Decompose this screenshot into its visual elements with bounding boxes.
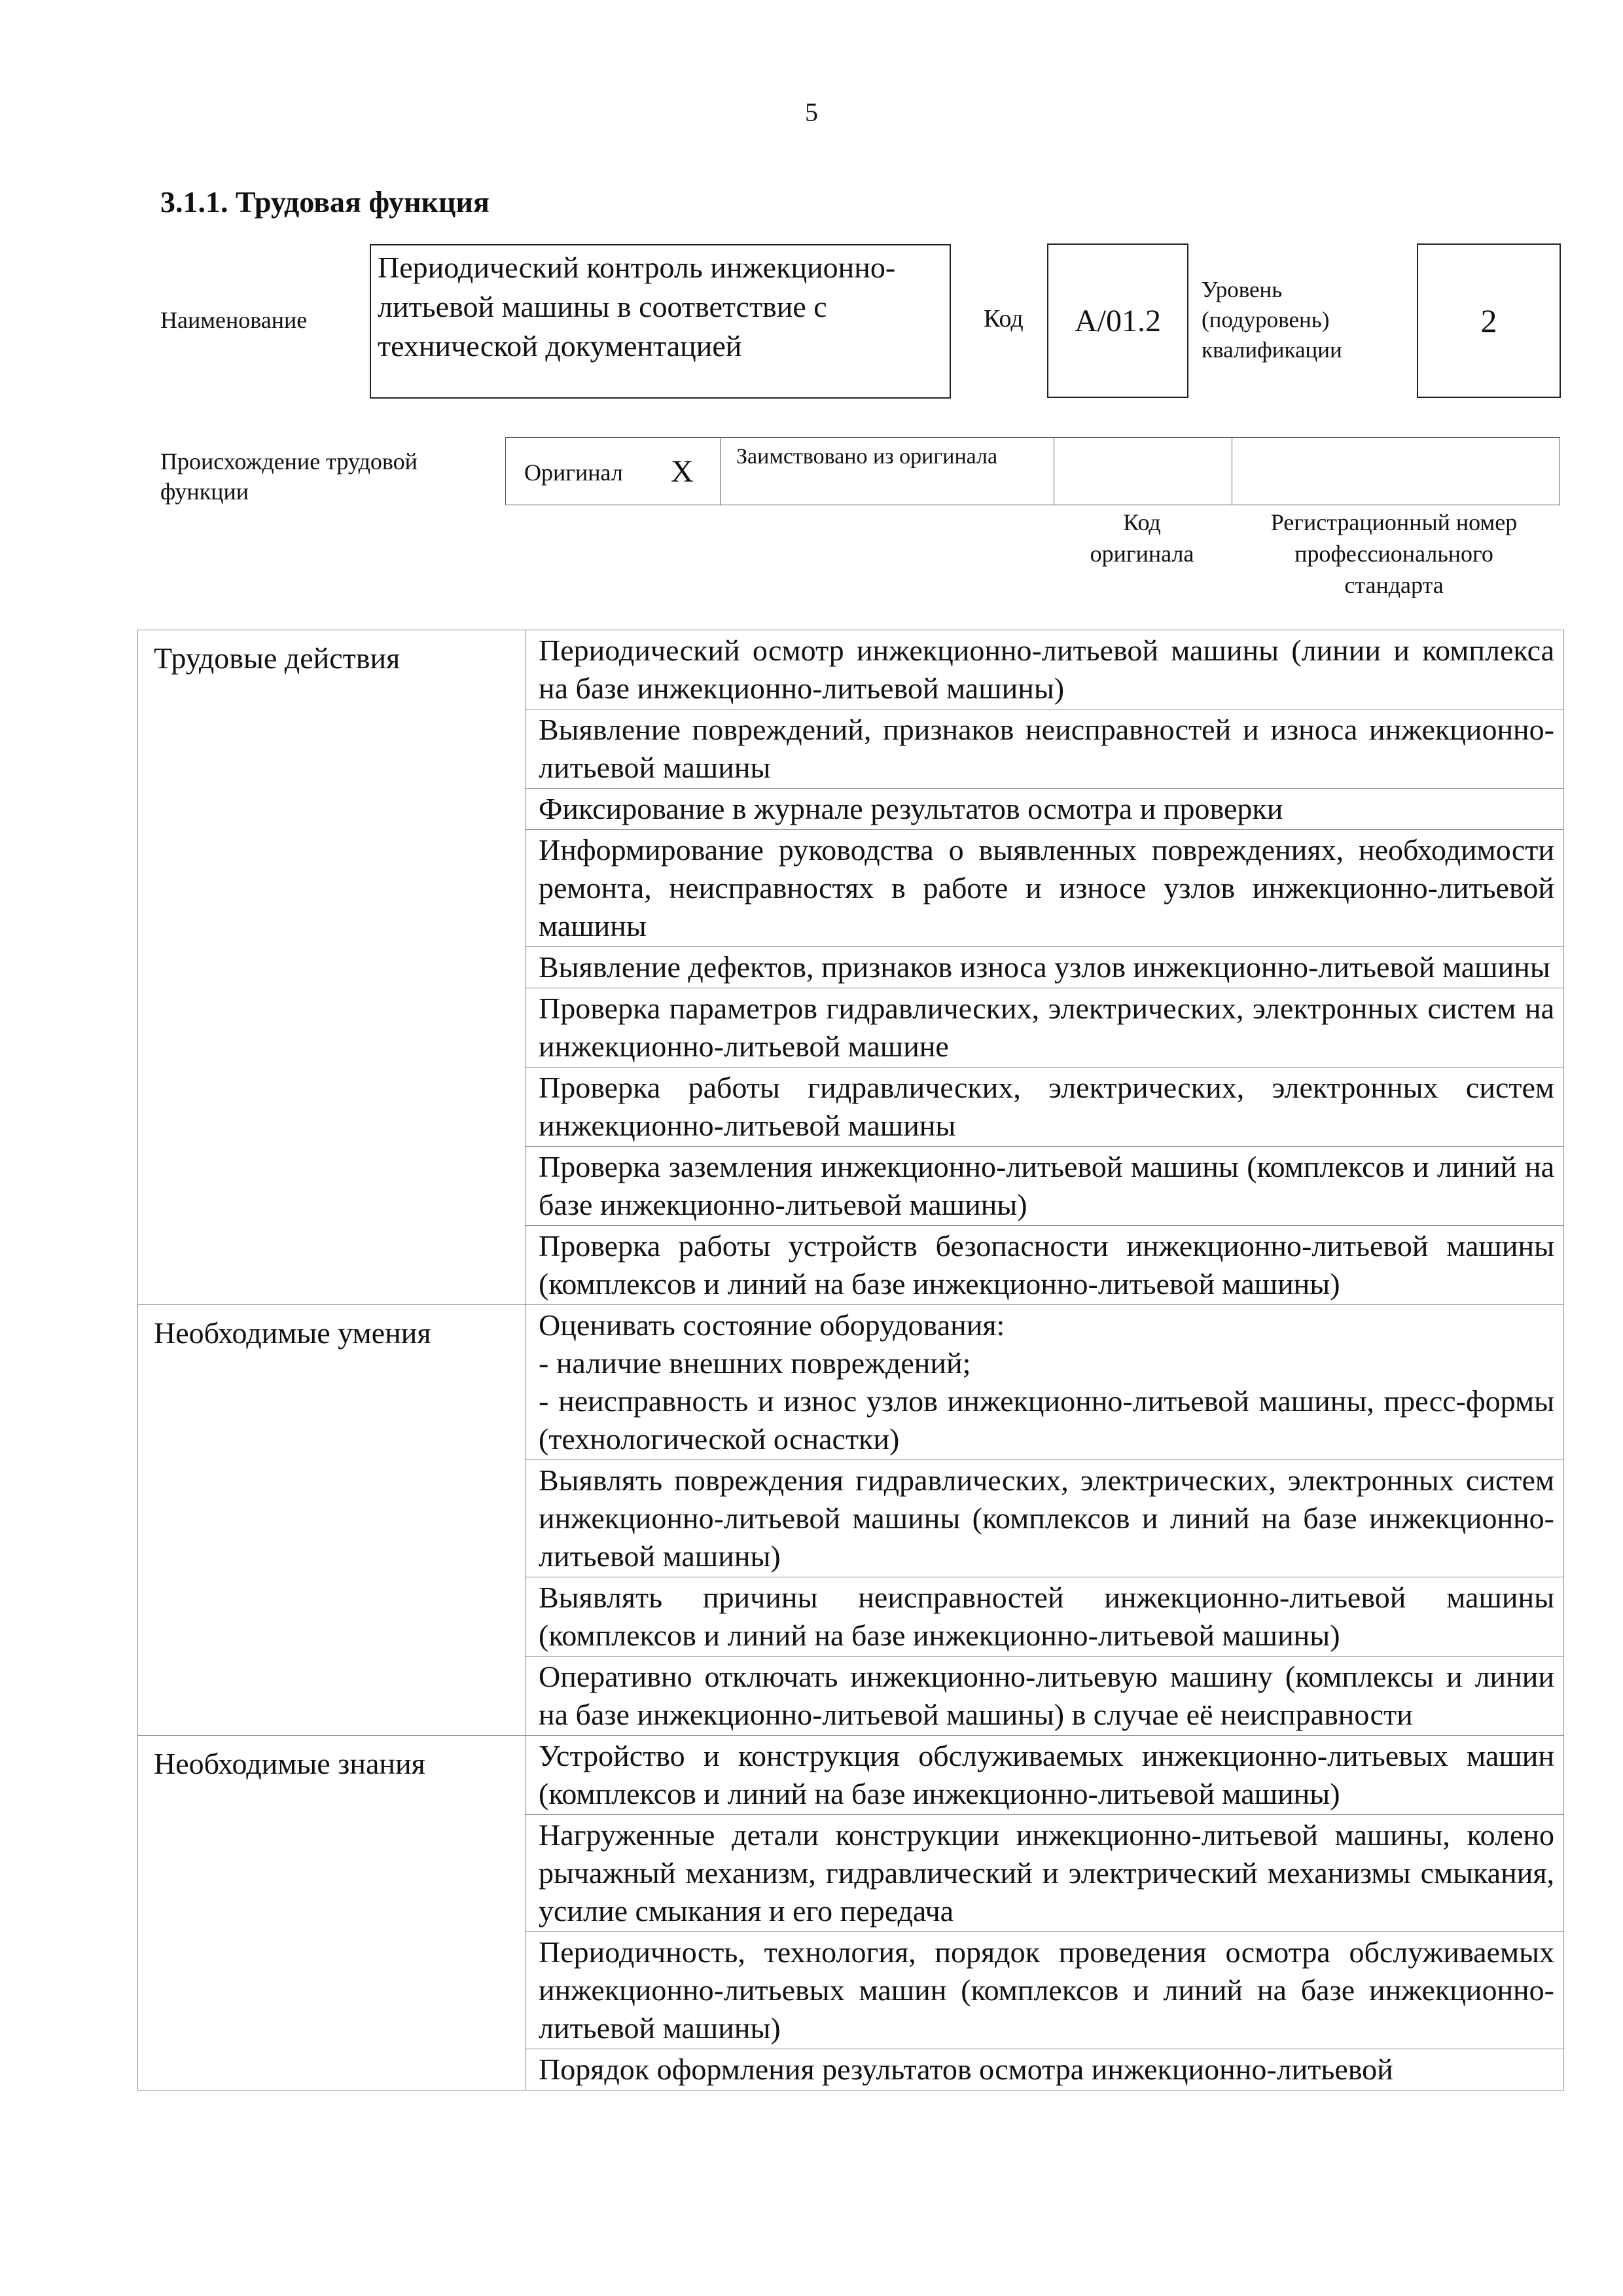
level-box: 2: [1417, 243, 1561, 398]
section-title: 3.1.1. Трудовая функция: [160, 185, 490, 219]
table-row: [138, 1305, 1564, 1460]
table-cell: Выявлять причины неисправностей инжекционно-литьевой машины (комплексов и линий на базе инжекционно-литьевой машины): [526, 1577, 1564, 1657]
borrowed-label: Заимствовано из оригинала: [736, 444, 998, 469]
caption-line: профессионального: [1294, 541, 1493, 567]
code-label: Код: [984, 305, 1024, 332]
category-cell: Необходимые умения: [138, 1305, 526, 1736]
table-cell: Устройство и конструкция обслуживаемых инжекционно-литьевых машин (комплексов и линий на базе инжекционно-литьевой машины): [526, 1736, 1564, 1815]
level-label: [1202, 275, 1418, 365]
category-cell: Трудовые действия: [138, 630, 526, 1305]
original-mark: Х: [671, 454, 694, 489]
original-label: Оригинал: [524, 459, 623, 486]
origin-table: [505, 437, 1560, 505]
reg-number-caption: [1230, 507, 1558, 601]
origin-label: Происхождение трудовой функции: [160, 448, 418, 505]
table-cell: Выявлять повреждения гидравлических, электрических, электронных систем инжекционно-литьевой машины (комплексов и линий на базе инжекционно-литьевой машины): [526, 1460, 1564, 1577]
table-cell: Оперативно отключать инжекционно-литьевую машину (комплексы и линии на базе инжекционно-литьевой машины) в случае её неисправности: [526, 1657, 1564, 1736]
level-label-line: (подуровень): [1202, 307, 1330, 332]
caption-line: Регистрационный номер: [1270, 509, 1518, 535]
caption-line: стандарта: [1344, 572, 1444, 598]
table-cell: Выявление повреждений, признаков неисправностей и износа инжекционно-литьевой машины: [526, 709, 1564, 789]
labor-function-table: [137, 630, 1564, 2090]
code-box: А/01.2: [1047, 243, 1188, 398]
table-cell: Проверка параметров гидравлических, электрических, электронных систем на инжекционно-литьевой машине: [526, 988, 1564, 1067]
caption-line: Код: [1123, 509, 1161, 535]
table-cell: Периодичность, технология, порядок проведения осмотра обслуживаемых инжекционно-литьевых машин (комплексов и линий на базе инжекционно-литьевой машины): [526, 1932, 1564, 2049]
origin-code-caption: [1060, 507, 1224, 569]
table-row: [138, 1736, 1564, 1815]
level-label-line: квалификации: [1202, 337, 1342, 363]
function-name-box: Периодический контроль инжекционно-литьевой машины в соответствие с технической документацией: [370, 244, 951, 399]
table-cell: Нагруженные детали конструкции инжекционно-литьевой машины, колено рычажный механизм, гидравлический и электрический механизмы смыкания, усилие смыкания и его передача: [526, 1815, 1564, 1932]
table-cell: Информирование руководства о выявленных повреждениях, необходимости ремонта, неисправностях в работе и износе узлов инжекционно-литьевой машины: [526, 830, 1564, 947]
category-cell: Необходимые знания: [138, 1736, 526, 2090]
name-label: Наименование: [160, 307, 308, 333]
table-cell: Периодический осмотр инжекционно-литьевой машины (линии и комплекса на базе инжекционно-литьевой машины): [526, 630, 1564, 709]
level-label-line: Уровень: [1202, 277, 1283, 302]
table-cell: Оценивать состояние оборудования: - наличие внешних повреждений; - неисправность и износ узлов инжекционно-литьевой машины, пресс-формы (технологической оснастки): [526, 1305, 1564, 1460]
origin-borrowed-cell: [721, 438, 1054, 505]
table-cell: Порядок оформления результатов осмотра инжекционно-литьевой: [526, 2049, 1564, 2090]
origin-original-cell: [506, 438, 721, 505]
table-row: [138, 630, 1564, 709]
table-cell: Проверка работы гидравлических, электрических, электронных систем инжекционно-литьевой машины: [526, 1067, 1564, 1147]
table-cell: Выявление дефектов, признаков износа узлов инжекционно-литьевой машины: [526, 947, 1564, 988]
table-cell: Проверка работы устройств безопасности инжекционно-литьевой машины (комплексов и линий на базе инжекционно-литьевой машины): [526, 1226, 1564, 1305]
caption-line: оригинала: [1090, 541, 1194, 567]
page-number: 5: [805, 98, 818, 127]
origin-code-cell: [1054, 438, 1232, 505]
table-cell: Проверка заземления инжекционно-литьевой машины (комплексов и линий на базе инжекционно-литьевой машины): [526, 1147, 1564, 1226]
origin-reg-number-cell: [1232, 438, 1560, 505]
table-cell: Фиксирование в журнале результатов осмотра и проверки: [526, 789, 1564, 830]
